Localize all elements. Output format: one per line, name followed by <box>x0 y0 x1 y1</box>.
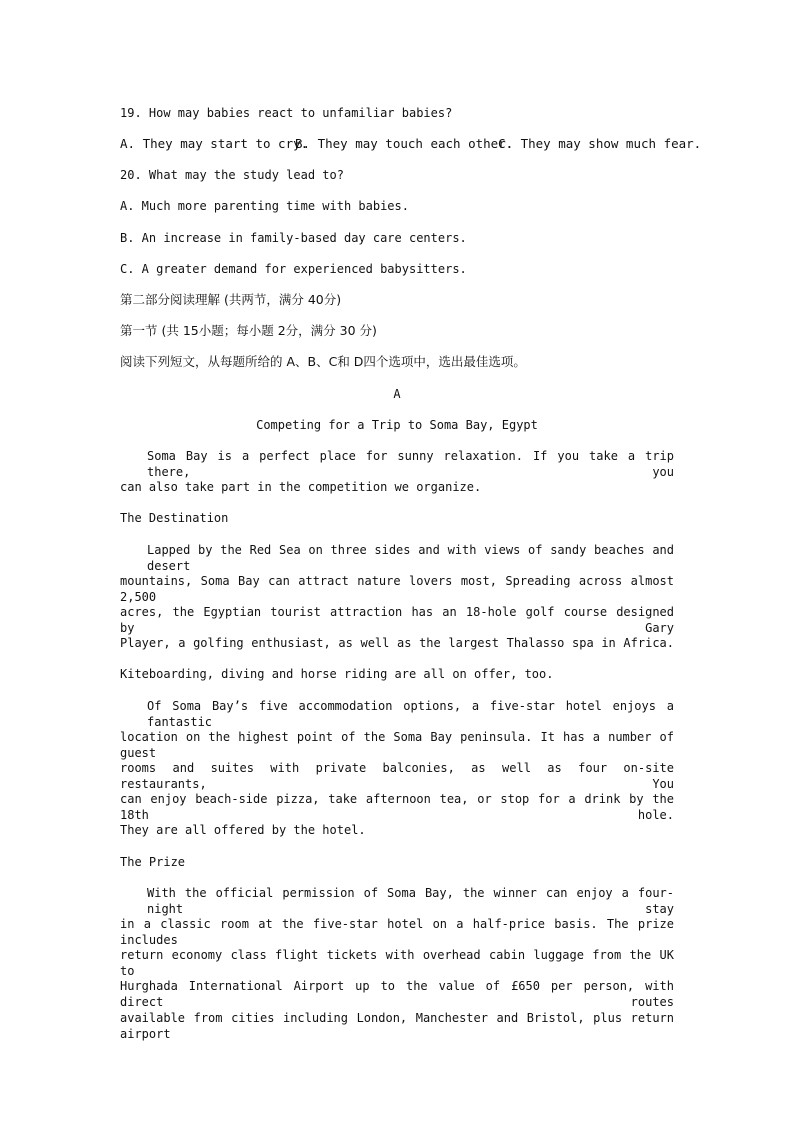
intro-line-2: can also take part in the competition we organize. <box>120 480 482 494</box>
destination-p2-line-3: rooms and suites with private balconies, as well as four on-site restaurants, You <box>120 761 674 791</box>
passage-title: Competing for a Trip to Soma Bay, Egypt <box>256 418 538 432</box>
prize-p1-line-2: in a classic room at the five-star hotel on a half-price basis. The prize includes <box>120 917 674 947</box>
destination-heading: The Destination <box>120 511 229 525</box>
question-19-option-c: C. They may show much fear. <box>498 136 702 151</box>
prize-p1-line-5: available from cities including London, Manchester and Bristol, plus return airport <box>120 1011 674 1041</box>
destination-p2-line-4: can enjoy beach-side pizza, take afternoon tea, or stop for a drink by the 18th hole. <box>120 792 674 822</box>
question-19-options <box>120 136 702 152</box>
question-19-option-b: B. They may touch each other. <box>295 136 514 151</box>
destination-p1-line-4: Player, a golfing enthusiast, as well as the largest Thalasso spa in Africa. <box>120 636 674 650</box>
prize-p1-line-4: Hurghada International Airport up to the value of £650 per person, with direct routes <box>120 979 674 1009</box>
destination-p1-line-5: Kiteboarding, diving and horse riding are all on offer, too. <box>120 667 554 681</box>
question-19-option-a: A. They may start to cry. <box>120 136 309 151</box>
part-two-title: 第二部分阅读理解 (共两节，满分 40分) <box>120 292 342 307</box>
question-20-option-b: B. An increase in family-based day care centers. <box>120 231 467 245</box>
destination-p2-line-1: Of Soma Bay’s five accommodation options, a five-star hotel enjoys a fantastic <box>147 699 674 729</box>
prize-p1-line-3: return economy class flight tickets with overhead cabin luggage from the UK to <box>120 948 674 978</box>
destination-p1-line-3: acres, the Egyptian tourist attraction has an 18-hole golf course designed by Gary <box>120 605 674 635</box>
intro-line-1: Soma Bay is a perfect place for sunny relaxation. If you take a trip there, you <box>147 449 674 479</box>
destination-p2-line-5: They are all offered by the hotel. <box>120 823 366 837</box>
destination-p1-line-1: Lapped by the Red Sea on three sides and with views of sandy beaches and desert <box>147 543 674 573</box>
prize-heading: The Prize <box>120 855 186 869</box>
subsection-one-title: 第一节 (共 15小题；每小题 2分，满分 30 分) <box>120 323 377 338</box>
question-20-option-a: A. Much more parenting time with babies. <box>120 199 409 213</box>
question-20-option-c: C. A greater demand for experienced babysitters. <box>120 262 467 276</box>
prize-p1-line-1: With the official permission of Soma Bay, the winner can enjoy a four-night stay <box>147 886 674 916</box>
destination-p2-line-2: location on the highest point of the Soma Bay peninsula. It has a number of guest <box>120 730 674 760</box>
passage-label: A <box>393 387 401 401</box>
question-19-stem: 19. How may babies react to unfamiliar babies? <box>120 106 453 120</box>
destination-p1-line-2: mountains, Soma Bay can attract nature lovers most, Spreading across almost 2,500 <box>120 574 674 604</box>
question-20-stem: 20. What may the study lead to? <box>120 168 344 182</box>
reading-instructions: 阅读下列短文，从每题所给的 A、B、C和 D四个选项中，选出最佳选项。 <box>120 354 526 369</box>
